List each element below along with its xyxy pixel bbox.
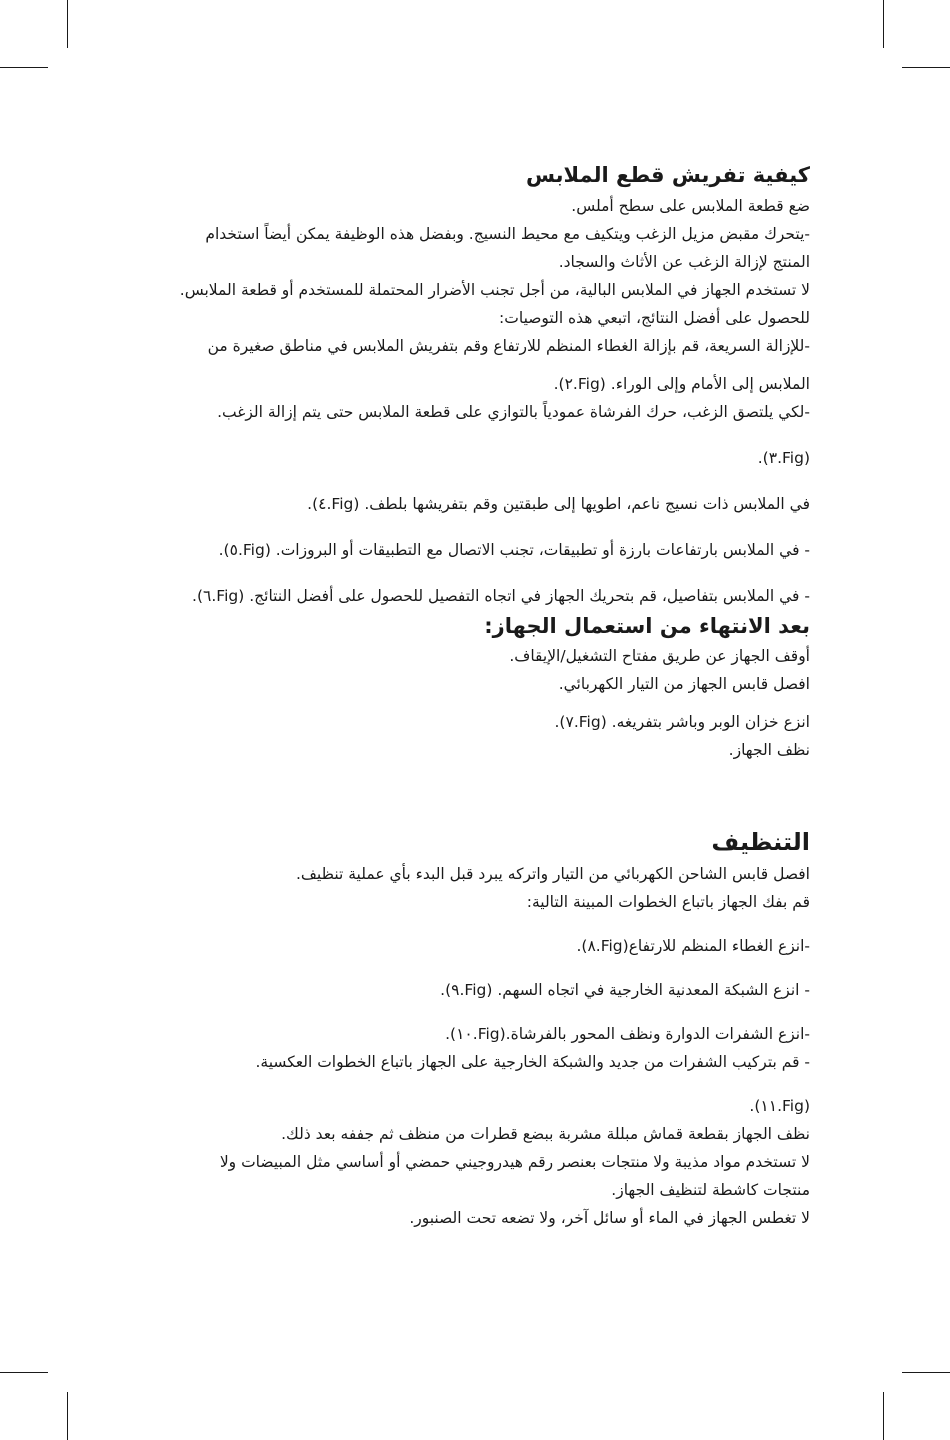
- paragraph: -لكي يلتصق الزغب، حرك الفرشاة عمودياً بالتوازي على قطعة الملابس حتى يتم إزالة الزغب.: [217, 403, 810, 421]
- paragraph: الملابس إلى الأمام وإلى الوراء. (Fig.٢).: [553, 375, 810, 393]
- section-title-after-use: بعد الانتهاء من استعمال الجهاز:: [484, 614, 810, 638]
- crop-mark-top-right-horizontal: [902, 67, 950, 68]
- crop-mark-top-left-vertical: [67, 0, 68, 48]
- paragraph: لا تستخدم مواد مذيبة ولا منتجات بعنصر رقم هيدروجيني حمضي أو أساسي مثل المبيضات ولا: [219, 1153, 810, 1171]
- paragraph: -للإزالة السريعة، قم بإزالة الغطاء المنظم للارتفاع وقم بتفريش الملابس في مناطق صغيرة من: [207, 337, 810, 355]
- section-title-cleaning: التنظيف: [711, 828, 810, 856]
- paragraph: في الملابس ذات نسيج ناعم، اطويها إلى طبقتين وقم بتفريشها بلطف. (Fig.٤).: [307, 495, 810, 513]
- paragraph: (Fig.٣).: [757, 449, 810, 467]
- paragraph: - في الملابس بارتفاعات بارزة أو تطبيقات، تجنب الاتصال مع التطبيقات أو البروزات. (Fig.٥).: [218, 541, 810, 559]
- crop-mark-top-right-vertical: [883, 0, 884, 48]
- crop-mark-bottom-left-horizontal: [0, 1372, 48, 1373]
- crop-mark-bottom-right-horizontal: [902, 1372, 950, 1373]
- paragraph: انزع خزان الوبر وباشر بتفريغه. (Fig.٧).: [554, 713, 810, 731]
- paragraph: لا تغطس الجهاز في الماء أو سائل آخر، ولا تضعه تحت الصنبور.: [409, 1209, 810, 1227]
- crop-mark-bottom-left-vertical: [67, 1392, 68, 1440]
- paragraph: قم بفك الجهاز باتباع الخطوات المبينة التالية:: [526, 893, 810, 911]
- paragraph: أوقف الجهاز عن طريق مفتاح التشغيل/الإيقاف.: [509, 647, 810, 665]
- paragraph: -انزع الشفرات الدوارة ونظف المحور بالفرشاة.(Fig.١٠).: [445, 1025, 810, 1043]
- section-title-brushing: كيفية تفريش قطع الملابس: [525, 163, 810, 187]
- paragraph: نظف الجهاز بقطعة قماش مبللة مشربة ببضع قطرات من منظف ثم جففه بعد ذلك.: [281, 1125, 810, 1143]
- paragraph: ضع قطعة الملابس على سطح أملس.: [571, 197, 810, 215]
- paragraph: (Fig.١١).: [749, 1097, 810, 1115]
- paragraph: -انزع الغطاء المنظم للارتفاع(Fig.٨).: [576, 937, 810, 955]
- paragraph: افصل قابس الجهاز من التيار الكهربائي.: [558, 675, 810, 693]
- paragraph: المنتج لإزالة الزغب عن الأثاث والسجاد.: [558, 253, 810, 271]
- document-page: [140, 158, 810, 1232]
- paragraph: - انزع الشبكة المعدنية الخارجية في اتجاه السهم. (Fig.٩).: [440, 981, 810, 999]
- crop-mark-top-left-horizontal: [0, 67, 48, 68]
- paragraph: افصل قابس الشاحن الكهربائي من التيار واتركه يبرد قبل البدء بأي عملية تنظيف.: [295, 865, 810, 883]
- paragraph: - في الملابس بتفاصيل، قم بتحريك الجهاز في اتجاه التفصيل للحصول على أفضل النتائج. (Fig.٦).: [192, 587, 810, 605]
- paragraph: لا تستخدم الجهاز في الملابس البالية، من أجل تجنب الأضرار المحتملة للمستخدم أو قطعة الملابس.: [179, 281, 810, 299]
- paragraph: -يتحرك مقبض مزيل الزغب ويتكيف مع محيط النسيج. وبفضل هذه الوظيفة يمكن أيضاً استخدام: [205, 225, 810, 243]
- paragraph: - قم بتركيب الشفرات من جديد والشبكة الخارجية على الجهاز باتباع الخطوات العكسية.: [255, 1053, 810, 1071]
- crop-mark-bottom-right-vertical: [883, 1392, 884, 1440]
- paragraph: للحصول على أفضل النتائج، اتبعي هذه التوصيات:: [499, 309, 810, 327]
- paragraph: منتجات كاشطة لتنظيف الجهاز.: [611, 1181, 810, 1199]
- paragraph: نظف الجهاز.: [728, 741, 810, 759]
